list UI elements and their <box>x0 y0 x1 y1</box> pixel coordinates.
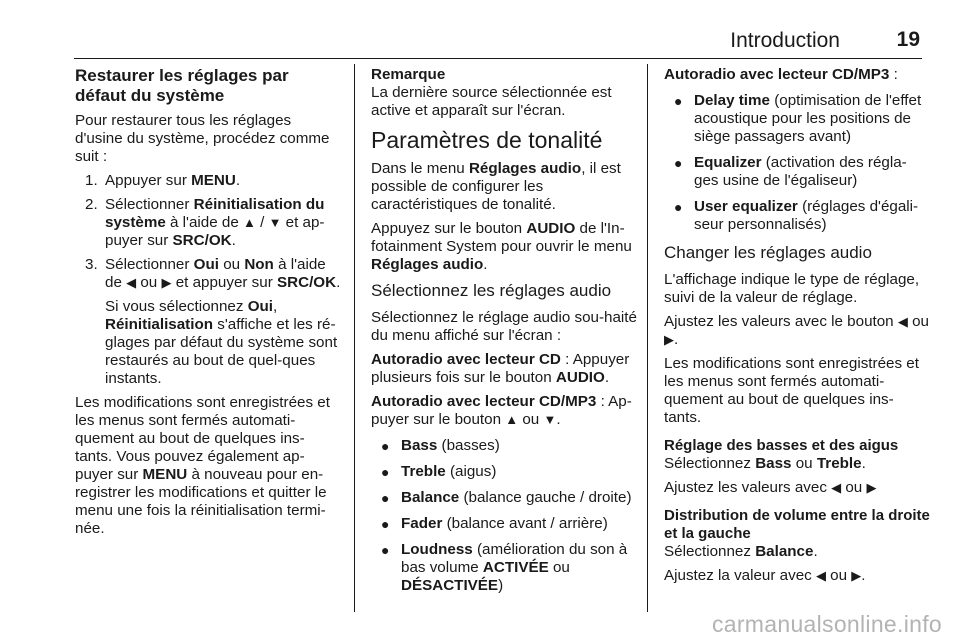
select-audio-p4: Autoradio avec lecteur CD : Appuyer plusieurs fois sur le bouton AUDIO. <box>371 351 630 386</box>
left-arrow-icon: ◀ <box>815 568 826 583</box>
up-arrow-icon: ▲ <box>505 412 519 427</box>
audio-settings-list <box>371 437 637 595</box>
down-arrow-icon: ▼ <box>268 215 282 230</box>
restore-closing: Les modifications sont enregistrées et les menus sont fermés automati-quement au bout de quelques ins-tants. Vous pouvez également ap-puyer sur MENU à nouveau pour en-registrer les modifications et quitter le menu une fois la réinitialisation termi-née. <box>75 394 330 537</box>
up-arrow-icon: ▲ <box>243 215 256 230</box>
list-item: ● Equalizer (activation des régla-ges usine de l'égaliseur) <box>674 154 907 189</box>
header-title: Introduction <box>730 29 840 52</box>
remark-text: La dernière source sélectionnée est active et apparaît sur l'écran. <box>371 84 612 119</box>
left-arrow-icon: ◀ <box>897 314 908 329</box>
select-audio-p5: Autoradio avec lecteur CD/MP3 : Ap-puyer sur le bouton ▲ ou ▼. <box>371 393 632 428</box>
list-item: ● Balance (balance gauche / droite) <box>381 489 632 506</box>
tonality-p2: Appuyez sur le bouton AUDIO de l'In-fotainment System pour ouvrir le menu Réglages audio. <box>371 220 632 273</box>
column-3 <box>664 66 930 591</box>
right-arrow-icon: ▶ <box>866 480 877 495</box>
restore-steps <box>75 172 341 388</box>
left-arrow-icon: ◀ <box>126 275 137 290</box>
bullet-icon: ● <box>674 93 683 109</box>
heading-balance-distribution: Distribution de volume entre la droite et la gauche <box>664 507 930 542</box>
bass-treble-p4: Sélectionnez Bass ou Treble. <box>664 455 866 472</box>
bullet-icon: ● <box>381 464 390 480</box>
section-heading-restore: Restaurer les réglages par défaut du système <box>75 66 289 105</box>
right-arrow-icon: ▶ <box>851 568 862 583</box>
balance-p7: Ajustez la valeur avec ◀ ou ▶. <box>664 567 866 584</box>
balance-p6: Sélectionnez Balance. <box>664 543 818 560</box>
left-arrow-icon: ◀ <box>831 480 842 495</box>
bullet-icon: ● <box>674 155 683 171</box>
right-arrow-icon: ▶ <box>664 332 674 347</box>
bullet-icon: ● <box>381 490 390 506</box>
mp3-settings-list <box>664 92 930 234</box>
page-header <box>74 26 922 54</box>
column-1 <box>75 66 341 544</box>
change-audio-p1: L'affichage indique le type de réglage, suivi de la valeur de réglage. <box>664 271 920 306</box>
bass-treble-p5: Ajustez les valeurs avec ◀ ou ▶ <box>664 479 877 496</box>
bullet-icon: ● <box>381 438 390 454</box>
list-item: ● Loudness (amélioration du son à bas volume ACTIVÉE ou DÉSACTIVÉE) <box>381 541 628 594</box>
change-audio-p3: Les modifications sont enregistrées et les menus sont fermés automati-quement au bout de quelques ins-tants. <box>664 355 919 426</box>
list-item: ● User equalizer (réglages d'égali-seur personnalisés) <box>674 198 919 233</box>
bullet-icon: ● <box>674 199 683 215</box>
column-divider-2 <box>647 64 648 612</box>
down-arrow-icon: ▼ <box>543 412 557 427</box>
list-item: ● Fader (balance avant / arrière) <box>381 515 608 532</box>
mp3-intro: Autoradio avec lecteur CD/MP3 : <box>664 66 898 83</box>
step-3-note: Si vous sélectionnez Oui, Réinitialisation s'affiche et les ré-glages par défaut du système sont restaurés au bout de quel-ques instants. <box>105 298 338 387</box>
heading-change-audio: Changer les réglages audio <box>664 243 872 262</box>
change-audio-p2: Ajustez les valeurs avec le bouton ◀ ou ▶. <box>664 313 929 348</box>
list-item: ● Delay time (optimisation de l'effet acoustique pour les positions de siège passagers avant) <box>674 92 922 145</box>
column-2 <box>371 66 637 603</box>
remark-title: Remarque <box>371 66 446 83</box>
tonality-p1: Dans le menu Réglages audio, il est possible de configurer les caractéristiques de tonalité. <box>371 160 621 213</box>
column-divider-1 <box>354 64 355 612</box>
heading-tonality: Paramètres de tonalité <box>371 127 603 153</box>
watermark: carmanualsonline.info <box>711 611 942 637</box>
step-3: 3. Sélectionner Oui ou Non à l'aide de ◀ ou ▶ et appuyer sur SRC/OK. Si vous sélectionnez Oui, Réinitialisation s'affiche et les ré-glages par défaut du système sont restaurés au bout de quel-ques instants. <box>85 256 341 387</box>
heading-bass-treble: Réglage des basses et des aigus <box>664 437 899 454</box>
list-item: ● Bass (basses) <box>381 437 500 454</box>
right-arrow-icon: ▶ <box>161 275 172 290</box>
step-2: 2. Sélectionner Réinitialisation du système à l'aide de ▲ / ▼ et ap-puyer sur SRC/OK. <box>85 196 325 249</box>
page-number: 19 <box>896 28 920 51</box>
select-audio-p3: Sélectionnez le réglage audio sou-haité du menu affiché sur l'écran : <box>371 309 637 344</box>
bullet-icon: ● <box>381 542 390 558</box>
step-1: 1. Appuyer sur MENU. <box>85 172 241 189</box>
restore-intro: Pour restaurer tous les réglages d'usine du système, procédez comme suit : <box>75 112 330 165</box>
list-item: ● Treble (aigus) <box>381 463 497 480</box>
bullet-icon: ● <box>381 516 390 532</box>
header-rule <box>74 58 922 59</box>
heading-select-audio: Sélectionnez les réglages audio <box>371 281 612 300</box>
